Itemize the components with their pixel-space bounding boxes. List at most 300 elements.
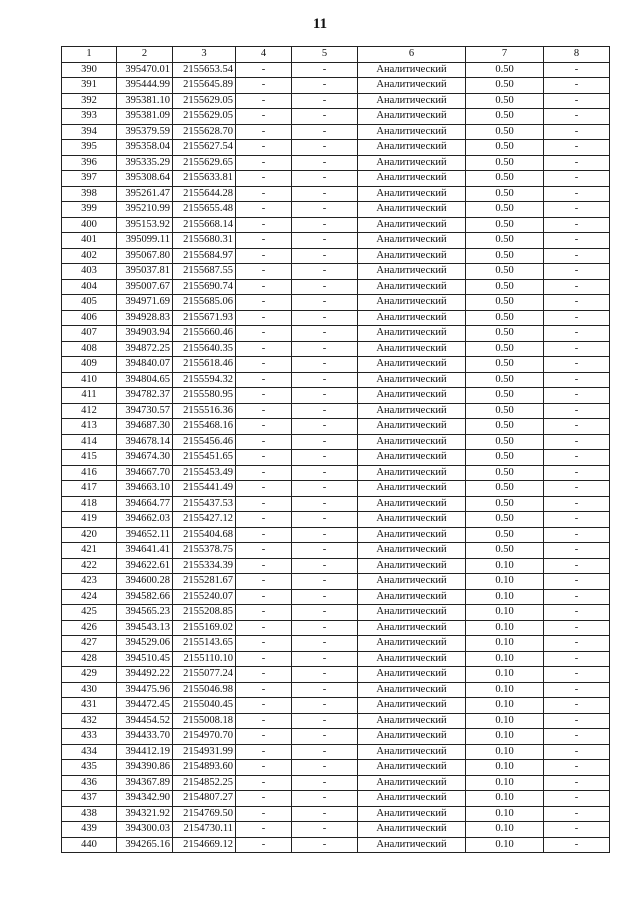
table-row [62,388,610,404]
table-cell: - [544,667,610,683]
table-cell: - [292,760,358,776]
table-cell: Аналитический [358,822,466,838]
table-cell: - [236,372,292,388]
table-cell: 2154931.99 [173,744,236,760]
table-cell: 394367.89 [117,775,173,791]
table-cell: 2155655.48 [173,202,236,218]
table-cell: Аналитический [358,667,466,683]
table-row [62,543,610,559]
table-cell: 0.50 [466,326,544,342]
table-cell: 2155334.39 [173,558,236,574]
table-cell: Аналитический [358,806,466,822]
table-cell: - [236,124,292,140]
table-cell: - [544,264,610,280]
table-cell: 0.50 [466,295,544,311]
table-cell: Аналитический [358,217,466,233]
table-cell: - [544,186,610,202]
table-cell: - [236,264,292,280]
table-cell: 0.50 [466,155,544,171]
table-cell: 0.10 [466,760,544,776]
table-cell: - [544,806,610,822]
table-row [62,605,610,621]
table-cell: - [236,713,292,729]
table-cell: - [544,78,610,94]
table-cell: 407 [62,326,117,342]
table-cell: - [544,698,610,714]
table-cell: 435 [62,760,117,776]
table-row [62,419,610,435]
table-cell: 405 [62,295,117,311]
table-cell: - [236,357,292,373]
table-cell: - [544,822,610,838]
table-row [62,295,610,311]
table-cell: 394652.11 [117,527,173,543]
table-cell: 412 [62,403,117,419]
table-cell: - [544,791,610,807]
table-cell: 2155143.65 [173,636,236,652]
table-cell: 2155633.81 [173,171,236,187]
table-cell: - [236,202,292,218]
table-row [62,729,610,745]
table-cell: - [544,543,610,559]
table-cell: - [292,388,358,404]
table-cell: - [544,295,610,311]
table-cell: - [544,574,610,590]
table-cell: - [236,109,292,125]
table-cell: - [236,233,292,249]
table-cell: Аналитический [358,279,466,295]
table-cell: 394529.06 [117,636,173,652]
table-cell: 411 [62,388,117,404]
table-cell: - [544,233,610,249]
table-cell: Аналитический [358,124,466,140]
table-cell: - [292,465,358,481]
table-cell: 391 [62,78,117,94]
table-cell: - [292,791,358,807]
table-cell: 2155660.46 [173,326,236,342]
table-cell: - [236,806,292,822]
table-cell: 2155629.05 [173,93,236,109]
table-cell: - [236,248,292,264]
table-cell: 406 [62,310,117,326]
table-cell: Аналитический [358,295,466,311]
table-cell: 0.10 [466,620,544,636]
table-cell: - [236,791,292,807]
column-header: 1 [62,47,117,63]
table-cell: 2155468.16 [173,419,236,435]
table-cell: 394433.70 [117,729,173,745]
table-cell: Аналитический [358,310,466,326]
table-cell: - [236,388,292,404]
table-cell: 394667.70 [117,465,173,481]
table-cell: 431 [62,698,117,714]
table-cell: 395381.09 [117,109,173,125]
table-cell: Аналитический [358,372,466,388]
table-cell: 427 [62,636,117,652]
table-row [62,155,610,171]
table-cell: Аналитический [358,512,466,528]
table-cell: - [236,775,292,791]
table-cell: - [292,837,358,853]
table-cell: 418 [62,496,117,512]
table-cell: 0.50 [466,140,544,156]
table-row [62,589,610,605]
table-cell: 403 [62,264,117,280]
table-cell: 419 [62,512,117,528]
table-cell: 0.50 [466,450,544,466]
table-cell: 2155629.05 [173,109,236,125]
table-row [62,341,610,357]
table-row [62,620,610,636]
table-cell: - [544,171,610,187]
table-cell: 394730.57 [117,403,173,419]
table-cell: - [292,202,358,218]
table-cell: 0.50 [466,171,544,187]
table-cell: - [544,326,610,342]
table-cell: - [292,822,358,838]
table-cell: 394412.19 [117,744,173,760]
table-cell: - [292,527,358,543]
table-cell: 409 [62,357,117,373]
table-cell: - [292,419,358,435]
table-cell: 2155046.98 [173,682,236,698]
table-cell: - [544,605,610,621]
table-cell: 395379.59 [117,124,173,140]
column-header: 3 [173,47,236,63]
table-cell: 440 [62,837,117,853]
table-row [62,310,610,326]
coordinates-table-container [61,46,609,853]
table-cell: 0.10 [466,806,544,822]
table-cell: 0.50 [466,496,544,512]
table-cell: 395308.64 [117,171,173,187]
table-cell: - [544,372,610,388]
table-cell: Аналитический [358,744,466,760]
table-cell: - [544,496,610,512]
table-cell: - [544,419,610,435]
table-cell: 2154970.70 [173,729,236,745]
table-cell: - [544,434,610,450]
table-cell: - [544,124,610,140]
table-cell: - [292,248,358,264]
table-cell: 394510.45 [117,651,173,667]
table-cell: - [236,481,292,497]
table-cell: 2155453.49 [173,465,236,481]
table-cell: 0.10 [466,713,544,729]
table-cell: 0.10 [466,837,544,853]
table-cell: 0.50 [466,512,544,528]
table-cell: 0.50 [466,527,544,543]
table-cell: 2155594.32 [173,372,236,388]
table-cell: - [544,465,610,481]
table-cell: - [292,264,358,280]
table-row [62,744,610,760]
table-cell: 0.50 [466,279,544,295]
table-row [62,636,610,652]
table-cell: - [292,326,358,342]
table-cell: - [236,496,292,512]
column-header: 7 [466,47,544,63]
page-number: 11 [312,16,328,32]
table-row [62,326,610,342]
table-cell: - [292,372,358,388]
table-cell: - [544,512,610,528]
table-cell: - [544,481,610,497]
table-cell: 0.50 [466,543,544,559]
table-header-row [62,47,610,63]
table-row [62,574,610,590]
table-cell: - [544,760,610,776]
table-cell: Аналитический [358,202,466,218]
table-cell: Аналитический [358,543,466,559]
table-cell: - [236,403,292,419]
table-cell: 0.50 [466,481,544,497]
table-cell: 2155687.55 [173,264,236,280]
table-cell: 436 [62,775,117,791]
table-cell: 0.10 [466,744,544,760]
table-cell: - [292,93,358,109]
table-cell: 417 [62,481,117,497]
table-cell: - [292,512,358,528]
column-header: 8 [544,47,610,63]
table-cell: 0.50 [466,202,544,218]
table-cell: - [292,279,358,295]
table-cell: 2155437.53 [173,496,236,512]
table-cell: Аналитический [358,775,466,791]
table-cell: - [292,558,358,574]
table-cell: Аналитический [358,605,466,621]
table-cell: - [292,155,358,171]
column-header: 4 [236,47,292,63]
table-row [62,62,610,78]
table-cell: - [292,775,358,791]
table-cell: 2155040.45 [173,698,236,714]
table-cell: 0.50 [466,62,544,78]
table-row [62,372,610,388]
table-cell: 2155169.02 [173,620,236,636]
table-cell: - [292,651,358,667]
table-cell: Аналитический [358,78,466,94]
table-cell: - [292,140,358,156]
table-cell: - [544,217,610,233]
table-row [62,140,610,156]
table-cell: - [236,558,292,574]
table-cell: 0.50 [466,403,544,419]
table-row [62,264,610,280]
table-cell: 2154669.12 [173,837,236,853]
table-cell: Аналитический [358,326,466,342]
table-cell: - [292,62,358,78]
table-cell: 2155627.54 [173,140,236,156]
table-cell: Аналитический [358,450,466,466]
table-cell: 0.50 [466,124,544,140]
table-cell: 421 [62,543,117,559]
table-row [62,667,610,683]
table-cell: 2155645.89 [173,78,236,94]
table-cell: 0.50 [466,372,544,388]
table-cell: - [292,434,358,450]
table-cell: - [292,636,358,652]
table-cell: Аналитический [358,341,466,357]
table-cell: 413 [62,419,117,435]
table-cell: Аналитический [358,171,466,187]
table-cell: 402 [62,248,117,264]
table-cell: - [292,341,358,357]
table-row [62,558,610,574]
table-cell: 0.50 [466,388,544,404]
table-cell: Аналитический [358,574,466,590]
table-cell: - [292,620,358,636]
table-cell: 437 [62,791,117,807]
table-cell: 0.10 [466,558,544,574]
table-cell: 393 [62,109,117,125]
table-cell: - [236,450,292,466]
table-cell: 395153.92 [117,217,173,233]
table-cell: 438 [62,806,117,822]
table-cell: - [236,62,292,78]
table-cell: Аналитический [358,837,466,853]
table-row [62,217,610,233]
table-cell: 416 [62,465,117,481]
table-cell: 394928.83 [117,310,173,326]
table-cell: 395099.11 [117,233,173,249]
table-row [62,496,610,512]
table-cell: 395261.47 [117,186,173,202]
table-cell: Аналитический [358,558,466,574]
table-cell: 2155404.68 [173,527,236,543]
table-cell: 2155427.12 [173,512,236,528]
table-cell: - [544,589,610,605]
table-cell: 426 [62,620,117,636]
table-cell: - [544,558,610,574]
table-cell: 0.50 [466,341,544,357]
table-row [62,651,610,667]
table-cell: 0.50 [466,78,544,94]
table-cell: 2155690.74 [173,279,236,295]
table-cell: 0.50 [466,109,544,125]
table-cell: - [292,450,358,466]
table-cell: 0.50 [466,186,544,202]
table-cell: 395007.67 [117,279,173,295]
column-header: 2 [117,47,173,63]
table-cell: 0.50 [466,264,544,280]
table-cell: - [544,450,610,466]
table-cell: Аналитический [358,419,466,435]
table-cell: 2155441.49 [173,481,236,497]
table-cell: 395358.04 [117,140,173,156]
table-cell: - [544,248,610,264]
table-cell: Аналитический [358,713,466,729]
table-cell: Аналитический [358,155,466,171]
table-cell: Аналитический [358,729,466,745]
table-cell: 399 [62,202,117,218]
table-cell: 410 [62,372,117,388]
table-row [62,527,610,543]
table-row [62,775,610,791]
table-row [62,78,610,94]
table-row [62,403,610,419]
table-cell: 2154893.60 [173,760,236,776]
table-row [62,465,610,481]
table-cell: - [236,310,292,326]
table-cell: 0.10 [466,574,544,590]
table-cell: 423 [62,574,117,590]
table-cell: 2154769.50 [173,806,236,822]
table-cell: - [292,605,358,621]
table-cell: 0.50 [466,465,544,481]
table-cell: - [236,837,292,853]
table-cell: - [236,574,292,590]
table-cell: 394492.22 [117,667,173,683]
table-cell: - [236,636,292,652]
table-cell: - [292,171,358,187]
table-cell: 415 [62,450,117,466]
table-cell: - [292,124,358,140]
table-cell: - [236,512,292,528]
table-cell: 422 [62,558,117,574]
table-cell: 2155580.95 [173,388,236,404]
table-cell: 0.10 [466,775,544,791]
table-cell: 398 [62,186,117,202]
table-cell: 394662.03 [117,512,173,528]
table-cell: 0.10 [466,605,544,621]
table-cell: Аналитический [358,481,466,497]
table-cell: 394872.25 [117,341,173,357]
table-cell: - [292,403,358,419]
table-cell: 2155110.10 [173,651,236,667]
table-cell: - [544,341,610,357]
table-cell: 0.50 [466,93,544,109]
table-cell: 396 [62,155,117,171]
table-cell: - [236,295,292,311]
table-cell: - [292,574,358,590]
table-cell: 2155516.36 [173,403,236,419]
table-cell: 394475.96 [117,682,173,698]
table-cell: 2154730.11 [173,822,236,838]
table-cell: - [292,109,358,125]
table-cell: 394840.07 [117,357,173,373]
table-cell: 394582.66 [117,589,173,605]
table-body [62,62,610,853]
table-cell: - [236,155,292,171]
table-cell: 0.50 [466,357,544,373]
table-cell: 0.50 [466,233,544,249]
table-cell: - [236,651,292,667]
table-cell: - [292,543,358,559]
table-cell: 394674.30 [117,450,173,466]
table-row [62,791,610,807]
table-cell: - [236,419,292,435]
table-row [62,434,610,450]
table-cell: - [544,310,610,326]
table-cell: 434 [62,744,117,760]
table-cell: 0.10 [466,698,544,714]
table-cell: 2155680.31 [173,233,236,249]
table-cell: 394687.30 [117,419,173,435]
table-row [62,357,610,373]
table-cell: 390 [62,62,117,78]
table-cell: - [292,698,358,714]
table-cell: Аналитический [358,589,466,605]
table-cell: - [544,713,610,729]
table-cell: Аналитический [358,434,466,450]
table-cell: 2155628.70 [173,124,236,140]
table-cell: - [544,279,610,295]
table-cell: - [292,806,358,822]
table-row [62,248,610,264]
table-cell: 2155451.65 [173,450,236,466]
table-cell: - [292,713,358,729]
